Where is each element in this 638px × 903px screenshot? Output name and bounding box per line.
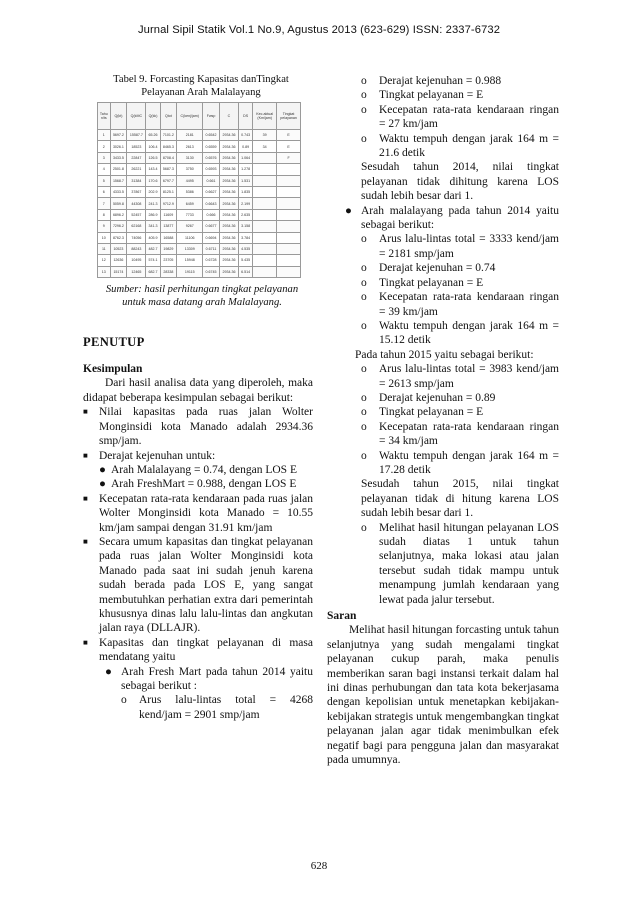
detail-item: o Waktu tempuh dengan jarak 164 m = 21.6 detik — [361, 132, 559, 160]
detail-item: o Arus lalu-lintas total = 3333 kend/jam = 2181 smp/jam — [361, 233, 559, 260]
column-header: C(kenj/jam) — [177, 103, 203, 130]
future-list — [327, 204, 559, 607]
table-row — [98, 186, 301, 197]
table-cell: 19115 — [177, 266, 203, 277]
table-cell: 26221 — [127, 164, 146, 175]
saturation-list — [99, 463, 313, 492]
running-header: Jurnal Sipil Statik Vol.1 No.9, Agustus 2013 (623-629) ISSN: 2337-6732 — [137, 24, 501, 36]
column-header: DS — [239, 103, 253, 130]
conclusion-item: ■ Kapasitas dan tingkat pelayanan di masa mendatang yaitu ● Arah Fresh Mart pada tahun 2014 yaitu sebagai berikut : o Arus lalu-lintas total = 4268 kend/jam = 2901 smp/jam — [83, 636, 313, 721]
circle-bullet-icon: o — [361, 262, 367, 275]
detail-item: o Kecepatan rata-rata kendaraan ringan = 27 km/jam — [361, 103, 559, 131]
detail-item: o Melihat hasil hitungan pelayanan LOS sudah diatas 1 untuk tahun selanjutnya, maka lokasi atau jalan tersebut sudah tidak mampu untuk menampung jumlah kendaraan yang lewat pada jalur tersebut. — [361, 521, 559, 606]
table-cell: 31384 — [127, 175, 146, 186]
table-row — [98, 141, 301, 152]
table-cell: 0.6711 — [203, 243, 220, 254]
table-cell: 241.3 — [146, 198, 160, 209]
table-cell: 3130 — [177, 152, 203, 163]
table-cell: 15174 — [110, 266, 127, 277]
table-cell: 2934.36 — [219, 164, 238, 175]
table-cell: 0.6677 — [203, 221, 220, 232]
table-cell: 8762.3 — [110, 232, 127, 243]
detail-item: o Kecepatan rata-rata kendaraan ringan = 39 km/jam — [361, 291, 559, 318]
future-item: ● Arah Fresh Mart pada tahun 2014 yaitu sebagai berikut : o Arus lalu-lintas total = 4268 kend/jam = 2901 smp/jam — [105, 665, 313, 721]
note-paragraph: Sesudah tahun 2015, nilai tingkat pelayanan tidak di hitung karena LOS sudah lebih besar dari 1. — [361, 478, 559, 520]
table-cell: 2934.36 — [219, 152, 238, 163]
table-cell — [277, 186, 301, 197]
table-cell: 3750 — [177, 164, 203, 175]
table-cell: 8125.1 — [160, 186, 177, 197]
table-cell: E — [277, 130, 301, 141]
table-cell: 13877 — [160, 221, 177, 232]
table-cell — [253, 198, 277, 209]
table-cell: 0.6542 — [203, 130, 220, 141]
table-cell: 11106 — [177, 232, 203, 243]
conclusion-item: ■ Secara umum kapasitas dan tingkat pelayanan pada ruas jalan Wolter Monginsidi kota Manado pada saat ini sudah jenuh karena sudah berada pada LOS E, yang sangat membutuhkan perhatian extra dari pemerintah khususnya dinas lalu lalu-lintas dan angkutan jalan raya (DLLAJR). — [83, 535, 313, 635]
table-cell: 574.1 — [146, 255, 160, 266]
table-cell: 13309 — [177, 243, 203, 254]
table-cell: 22847 — [127, 152, 146, 163]
circle-bullet-icon: o — [361, 406, 367, 419]
table-cell: 9712.9 — [160, 198, 177, 209]
table-cell: 2 — [98, 141, 111, 152]
circle-bullet-icon: o — [361, 420, 367, 433]
table-caption: Tabel 9. Forcasting Kapasitas danTingkat Pelayanan Arah Malalayang — [113, 74, 289, 98]
left-column — [83, 74, 313, 722]
table-cell: 0.89 — [239, 141, 253, 152]
table-cell: 8465.3 — [160, 141, 177, 152]
table-cell: 3433.5 — [110, 152, 127, 163]
table-cell — [253, 152, 277, 163]
table-cell: 1.064 — [239, 152, 253, 163]
table-cell: 11 — [98, 243, 111, 254]
detail-item: o Kecepatan rata-rata kendaraan ringan = 34 km/jam — [361, 420, 559, 448]
table-cell: 2934.36 — [219, 255, 238, 266]
square-bullet-icon: ■ — [83, 637, 88, 647]
table-row — [98, 232, 301, 243]
table-cell: 12 — [98, 255, 111, 266]
column-header: Fwsp — [203, 103, 220, 130]
detail-list — [121, 693, 313, 722]
table-cell: 7733 — [177, 209, 203, 220]
table-cell: 7 — [98, 198, 111, 209]
table-cell: 0.6643 — [203, 198, 220, 209]
table-cell: 39 — [253, 130, 277, 141]
subsection-heading: Kesimpulan — [83, 363, 143, 376]
column-header: Tingkat pelayanan — [277, 103, 301, 130]
table-cell: 0.661 — [203, 175, 220, 186]
table-cell — [253, 164, 277, 175]
table-body — [98, 130, 301, 278]
circle-bullet-icon: o — [361, 319, 367, 332]
detail-item: o Tingkat pelayanan = E — [361, 276, 484, 289]
circle-bullet-icon: o — [361, 391, 367, 404]
table-cell: 5687.3 — [160, 164, 177, 175]
table-cell — [253, 186, 277, 197]
table-cell — [253, 209, 277, 220]
table-cell: 4333.5 — [110, 186, 127, 197]
table-cell: F — [277, 152, 301, 163]
table-cell — [253, 221, 277, 232]
table-cell: 2934.36 — [219, 141, 238, 152]
dot-bullet-icon: ● — [105, 665, 112, 678]
table-cell — [277, 232, 301, 243]
table-cell: 2934.36 — [219, 130, 238, 141]
table-row — [98, 152, 301, 163]
table-cell: 682.7 — [146, 266, 160, 277]
table-cell — [277, 209, 301, 220]
table-cell: 44308 — [127, 198, 146, 209]
table-cell: 52457 — [127, 209, 146, 220]
circle-bullet-icon: o — [361, 449, 367, 462]
detail-item: o Derajat kejenuhan = 0.988 — [361, 75, 502, 87]
table-cell: 0.6559 — [203, 141, 220, 152]
table-cell: 3026.1 — [110, 141, 127, 152]
table-cell: 2934.36 — [219, 266, 238, 277]
table-cell: 2934.36 — [219, 243, 238, 254]
table-cell — [277, 221, 301, 232]
table-cell: 7101.2 — [160, 130, 177, 141]
table-cell: 15948 — [177, 255, 203, 266]
table-cell: 4495 — [177, 175, 203, 186]
table-cell: 74056 — [127, 232, 146, 243]
table-cell: 7296.2 — [110, 221, 127, 232]
column-header: Qtot — [160, 103, 177, 130]
page-number: 628 — [310, 860, 328, 872]
table-cell: 1 — [98, 130, 111, 141]
table-row — [98, 266, 301, 277]
detail-item: o Arus lalu-lintas total = 3983 kend/jam = 2613 smp/jam — [361, 363, 559, 390]
table-cell: 8 — [98, 209, 111, 220]
table-cell: 62168 — [127, 221, 146, 232]
detail-item: o Tingkat pelayanan = E — [361, 406, 484, 419]
table-cell: 286.9 — [146, 209, 160, 220]
table-cell: 126.5 — [146, 152, 160, 163]
table-cell — [277, 175, 301, 186]
dot-bullet-icon: ● — [345, 204, 352, 217]
table-cell — [253, 243, 277, 254]
table-cell: 88243 — [127, 243, 146, 254]
note-paragraph: Pada tahun 2015 yaitu sebagai berikut: — [355, 348, 534, 361]
table-cell: 10 — [98, 232, 111, 243]
table-cell: 6459 — [177, 198, 203, 209]
table-cell: 12636 — [110, 255, 127, 266]
detail-list — [361, 362, 559, 477]
table-cell: 1.835 — [239, 186, 253, 197]
detail-item: o Waktu tempuh dengan jarak 164 m = 15.12 detik — [361, 319, 559, 347]
table-cell: 0.743 — [239, 130, 253, 141]
table-cell: 1.531 — [239, 175, 253, 186]
note-paragraph: Sesudah tahun 2014, nilai tingkat pelayanan tidak dihitung karena LOS sudah lebih besar dari 1. — [361, 161, 559, 203]
circle-bullet-icon: o — [361, 276, 367, 289]
square-bullet-icon: ■ — [83, 407, 88, 417]
detail-item: o Arus lalu-lintas total = 4268 kend/jam = 2901 smp/jam — [121, 694, 313, 721]
table-cell: 65.26 — [146, 130, 160, 141]
table-cell: 3.158 — [239, 221, 253, 232]
circle-bullet-icon: o — [361, 521, 367, 534]
table-cell — [253, 255, 277, 266]
table-cell: 2934.36 — [219, 209, 238, 220]
table-row — [98, 243, 301, 254]
detail-list — [361, 74, 559, 160]
table-cell: 2934.36 — [219, 186, 238, 197]
future-item: ● Arah malalayang pada tahun 2014 yaitu sebagai berikut: o Arus lalu-lintas total = 3333 kend/jam = 2181 smp/jam o Derajat kejenuhan = 0.74 o Tingkat pelayanan = E o Kecepatan rata-rata kendaraan ringan = 39 km/jam o Waktu tempuh dengan jarak 164 m = 15.12 detik Pada tahun 2015 yaitu sebagai berikut: o Arus lalu-lintas total = 3983 kend/jam = 2613 smp/jam o Derajat kejenuhan = 0.89 o Tingkat pelayanan = E o Kecepatan rata-rata kendaraan ringan = 34 km/jam o Waktu tempuh dengan jarak 164 m = 17.28 detik Sesudah tahun 2015, nilai tingkat pelayanan tidak di hitung karena LOS sudah lebih besar dari 1. o Melihat hasil hitungan pelayanan LOS sudah diatas 1 untuk tahun selanjutnya, maka lokasi atau jalan tersebut sudah tidak mampu untuk menampung jumlah kendaraan yang lewat pada jalur tersebut. — [345, 204, 559, 606]
table-cell: 341.3 — [146, 221, 160, 232]
column-header: Q(kMC — [127, 103, 146, 130]
dot-bullet-icon: ● — [99, 478, 106, 491]
table-cell: 143.4 — [146, 164, 160, 175]
circle-bullet-icon: o — [361, 291, 367, 304]
table-cell: 2.199 — [239, 198, 253, 209]
suggestion-paragraph: Melihat hasil hitungan forcasting untuk tahun selanjutnya yang sudah mengalami tingkat pelayanan cukup parah, maka penulis memberikan saran bagi instansi terkait dalam hal ini dinas perhubungan dan tata kota bekerjasama dengan kepolisian untuk menetapkan kebijakan-kebijakan strategis untuk mengembangkan tingkat pelayanan jalan agar tidak menimbulkan efek negatif bagi para pengguna jalan dan masyarakat pada umumnya. — [327, 624, 559, 767]
column-header: Tahu n/ts — [98, 103, 111, 130]
square-bullet-icon: ■ — [83, 536, 88, 546]
table-cell: 18523 — [127, 141, 146, 152]
table-cell: 6797.7 — [160, 175, 177, 186]
circle-bullet-icon: o — [121, 694, 127, 707]
table-row — [98, 175, 301, 186]
table-cell — [277, 243, 301, 254]
right-column — [327, 74, 559, 768]
table-cell: 15587.7 — [127, 130, 146, 141]
conclusion-item: ■ Nilai kapasitas pada ruas jalan Wolter Monginsidi kota Manado adalah 2934.36 smp/jam. — [83, 406, 313, 448]
table-cell — [253, 232, 277, 243]
column-header: Q(kk) — [146, 103, 160, 130]
table-header-row — [98, 103, 301, 130]
table-cell: 1568.7 — [110, 175, 127, 186]
table-cell: 34 — [253, 141, 277, 152]
continued-list-wrap — [327, 74, 559, 204]
column-header: Kec.aktual (Km/jam) — [253, 103, 277, 130]
table-cell: 3 — [98, 152, 111, 163]
table-cell: 0.6627 — [203, 186, 220, 197]
circle-bullet-icon: o — [361, 132, 367, 145]
table-cell: 2.635 — [239, 209, 253, 220]
table-cell: 6.514 — [239, 266, 253, 277]
detail-list — [361, 232, 559, 347]
table-cell: 482.7 — [146, 243, 160, 254]
table-cell: 0.6745 — [203, 266, 220, 277]
table-cell: 13 — [98, 266, 111, 277]
table-cell: 2934.36 — [219, 221, 238, 232]
table-cell: 4 — [98, 164, 111, 175]
table-row — [98, 198, 301, 209]
table-cell: 405.9 — [146, 232, 160, 243]
table-cell: 10495 — [127, 255, 146, 266]
detail-item: o Derajat kejenuhan = 0.89 — [361, 391, 496, 404]
conclusion-item: ■ Derajat kejenuhan untuk: ● Arah Malalayang = 0.74, dengan LOS E ● Arah FreshMart = 0.988, dengan LOS E — [83, 449, 313, 492]
table-cell: 5 — [98, 175, 111, 186]
table-cell: 2181 — [177, 130, 203, 141]
table-cell: 170.6 — [146, 175, 160, 186]
table-cell: 9267 — [177, 221, 203, 232]
section-heading: PENUTUP — [83, 334, 145, 349]
table-cell — [253, 175, 277, 186]
table-cell: 12465 — [127, 266, 146, 277]
table-cell: 6 — [98, 186, 111, 197]
table-cell: 1.278 — [239, 164, 253, 175]
table-cell: 2934.36 — [219, 175, 238, 186]
table-cell — [277, 255, 301, 266]
conclusion-item: ■ Kecepatan rata-rata kendaraan pada ruas jalan Wolter Monginsidi kota Manado = 10.55 km/jam sampai dengan 31.91 km/jam — [83, 492, 313, 534]
square-bullet-icon: ■ — [83, 450, 88, 460]
table-row — [98, 209, 301, 220]
column-header: Q(kt) — [110, 103, 127, 130]
table-cell: 5059.8 — [110, 198, 127, 209]
table-row — [98, 255, 301, 266]
detail-list — [361, 521, 559, 607]
table-cell: 5.435 — [239, 255, 253, 266]
table-cell: 106.4 — [146, 141, 160, 152]
square-bullet-icon: ■ — [83, 493, 88, 503]
table-cell: 9 — [98, 221, 111, 232]
circle-bullet-icon: o — [361, 363, 367, 376]
table-cell: 3.784 — [239, 232, 253, 243]
detail-item: o Derajat kejenuhan = 0.74 — [361, 262, 496, 275]
circle-bullet-icon: o — [361, 233, 367, 246]
table-cell: 0.6576 — [203, 152, 220, 163]
table-cell: 37867 — [127, 186, 146, 197]
dot-bullet-icon: ● — [99, 463, 106, 476]
circle-bullet-icon: o — [361, 75, 367, 87]
table-cell: 2934.36 — [219, 232, 238, 243]
table-cell: 0.666 — [203, 209, 220, 220]
conclusion-list — [83, 405, 313, 722]
detail-item: o Tingkat pelayanan = E — [361, 89, 484, 102]
table-cell: 0.6728 — [203, 255, 220, 266]
table-cell: 19829 — [160, 243, 177, 254]
table-cell: 28338 — [160, 266, 177, 277]
table-cell: 16588 — [160, 232, 177, 243]
detail-item: o Waktu tempuh dengan jarak 164 m = 17.28 detik — [361, 449, 559, 476]
table-cell — [277, 198, 301, 209]
saturation-item: ● Arah FreshMart = 0.988, dengan LOS E — [99, 478, 297, 491]
circle-bullet-icon: o — [361, 89, 367, 102]
table-cell: 10523 — [110, 243, 127, 254]
table-row — [98, 221, 301, 232]
table-cell: 4.535 — [239, 243, 253, 254]
table-cell: 2501.8 — [110, 164, 127, 175]
table-source: Sumber: hasil perhitungan tingkat pelayanan untuk masa datang arah Malalayang. — [105, 284, 299, 308]
table-row — [98, 130, 301, 141]
intro-paragraph: Dari hasil analisa data yang diperoleh, maka didapat beberapa kesimpulan sebagai berikut: — [83, 377, 313, 404]
table-cell — [277, 266, 301, 277]
table-cell: 2934.36 — [219, 198, 238, 209]
table-row — [98, 164, 301, 175]
table-cell: 8708.4 — [160, 152, 177, 163]
table-cell — [277, 164, 301, 175]
table-cell: 6896.2 — [110, 209, 127, 220]
saturation-item: ● Arah Malalayang = 0.74, dengan LOS E — [99, 463, 297, 476]
subsection-heading: Saran — [327, 610, 357, 623]
table-cell: 0.6593 — [203, 164, 220, 175]
table-cell: 5697.2 — [110, 130, 127, 141]
table-cell: 23705 — [160, 255, 177, 266]
table-cell: 5386 — [177, 186, 203, 197]
table-cell: 0.6694 — [203, 232, 220, 243]
future-list — [99, 665, 313, 723]
table-cell: 202.9 — [146, 186, 160, 197]
table-cell — [253, 266, 277, 277]
table-cell: 2613 — [177, 141, 203, 152]
table-cell: E — [277, 141, 301, 152]
circle-bullet-icon: o — [361, 103, 367, 116]
forecast-table — [97, 102, 301, 278]
column-header: C — [219, 103, 238, 130]
table-cell: 11609 — [160, 209, 177, 220]
